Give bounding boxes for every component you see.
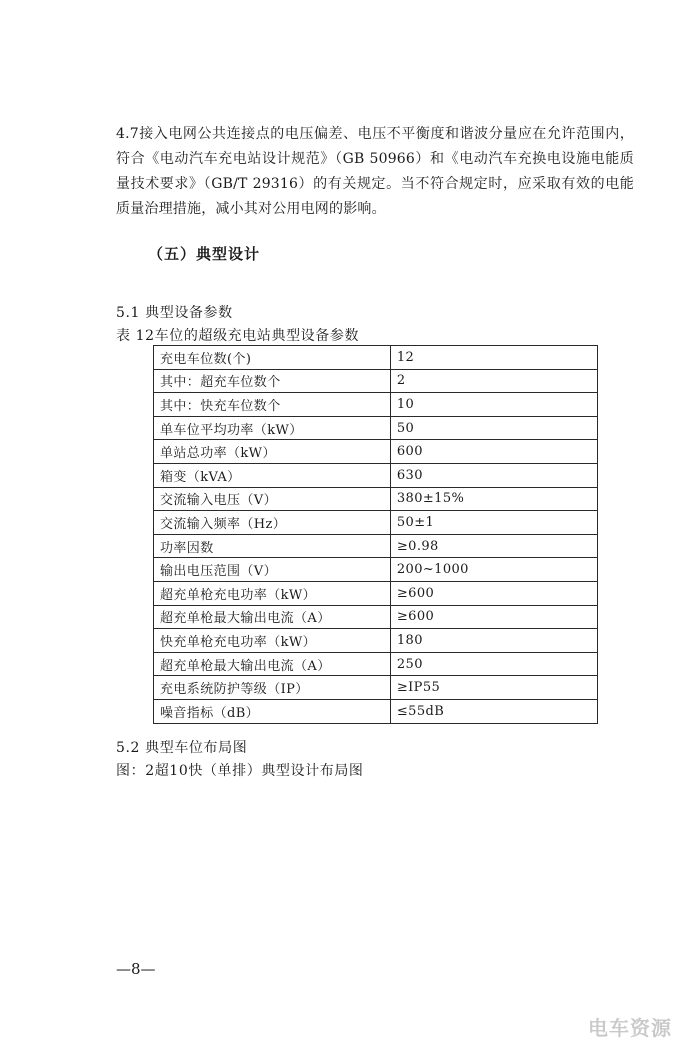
- table-row: [154, 416, 598, 440]
- parameter-value: 380±15%: [390, 487, 597, 511]
- table-row: [154, 581, 598, 605]
- parameter-value: ≥IP55: [390, 676, 597, 700]
- parameter-value: 180: [390, 629, 597, 653]
- parameter-value: 10: [390, 393, 597, 417]
- parameter-name: 其中：快充车位数个: [154, 393, 391, 417]
- table-row: [154, 369, 598, 393]
- subsection-heading-layout: 5.2 典型车位布局图: [116, 740, 248, 756]
- parameter-value: 12: [390, 346, 597, 370]
- table-row: [154, 699, 598, 723]
- parameter-value: ≤55dB: [390, 699, 597, 723]
- table-row: [154, 534, 598, 558]
- table-row: [154, 629, 598, 653]
- parameter-value: 200~1000: [390, 558, 597, 582]
- parameter-value: ≥600: [390, 581, 597, 605]
- parameter-name: 噪音指标（dB）: [154, 699, 391, 723]
- section-heading: （五）典型设计: [148, 245, 261, 263]
- table-row: [154, 463, 598, 487]
- parameter-name: 箱变（kVA）: [154, 463, 391, 487]
- table-caption: 表 12车位的超级充电站典型设备参数: [116, 328, 360, 344]
- table-row: [154, 393, 598, 417]
- parameter-name: 交流输入频率（Hz）: [154, 511, 391, 535]
- table-row: [154, 440, 598, 464]
- table-row: [154, 676, 598, 700]
- figure-caption: 图：2超10快（单排）典型设计布局图: [116, 763, 364, 779]
- parameter-value: 2: [390, 369, 597, 393]
- parameter-name: 超充单枪充电功率（kW）: [154, 581, 391, 605]
- parameter-name: 功率因数: [154, 534, 391, 558]
- table-row: [154, 605, 598, 629]
- parameter-name: 单车位平均功率（kW）: [154, 416, 391, 440]
- table-row: [154, 652, 598, 676]
- parameter-value: 50±1: [390, 511, 597, 535]
- parameter-value: ≥0.98: [390, 534, 597, 558]
- parameter-value: 600: [390, 440, 597, 464]
- parameter-name: 超充单枪最大输出电流（A）: [154, 652, 391, 676]
- parameter-name: 交流输入电压（V）: [154, 487, 391, 511]
- subsection-heading-equipment-parameters: 5.1 典型设备参数: [116, 305, 233, 321]
- watermark-logo: 电车资源: [588, 1016, 672, 1040]
- parameter-name: 充电车位数(个): [154, 346, 391, 370]
- page-number: —8—: [116, 960, 156, 978]
- parameter-value: 250: [390, 652, 597, 676]
- table-row: [154, 558, 598, 582]
- table-row: [154, 511, 598, 535]
- parameter-value: 50: [390, 416, 597, 440]
- parameter-name: 超充单枪最大输出电流（A）: [154, 605, 391, 629]
- body-paragraph: 4.7接入电网公共连接点的电压偏差、电压不平衡度和谐波分量应在允许范围内，符合《电动汽车充电站设计规范》（GB 50966）和《电动汽车充换电设施电能质量技术要求》（GB/T 29316）的有关规定。当不符合规定时，应采取有效的电能质量治理措施，减小其对公用电网的影响。: [116, 126, 634, 217]
- parameter-name: 单站总功率（kW）: [154, 440, 391, 464]
- table-row: [154, 346, 598, 370]
- table-row: [154, 487, 598, 511]
- parameter-name: 其中：超充车位数个: [154, 369, 391, 393]
- parameter-name: 输出电压范围（V）: [154, 558, 391, 582]
- parameter-value: ≥600: [390, 605, 597, 629]
- parameter-value: 630: [390, 463, 597, 487]
- parameter-name: 充电系统防护等级（IP）: [154, 676, 391, 700]
- parameter-name: 快充单枪充电功率（kW）: [154, 629, 391, 653]
- equipment-parameters-table: [153, 345, 598, 724]
